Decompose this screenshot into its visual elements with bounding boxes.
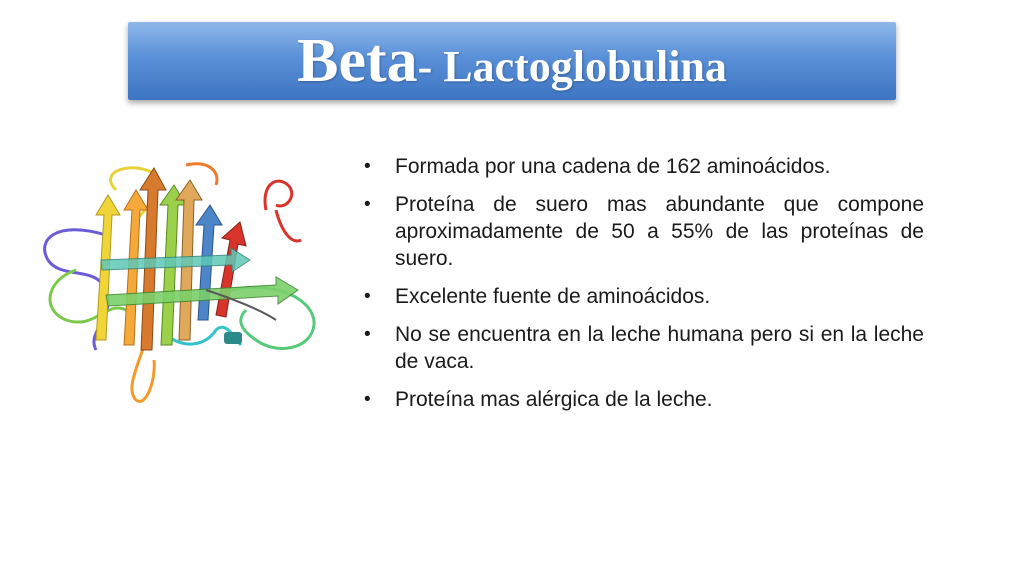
bullet-dot: • [364, 324, 371, 345]
title-main: Beta [297, 27, 418, 95]
protein-structure-image [36, 150, 326, 410]
list-item [362, 191, 924, 272]
bullet-dot: • [364, 156, 371, 177]
bullet-list [362, 153, 924, 424]
coil-red [265, 181, 301, 241]
list-item [362, 386, 924, 413]
title-rest: - Lactoglobulina [417, 42, 727, 91]
bullet-text: Proteína mas alérgica de la leche. [395, 388, 713, 411]
list-item [362, 321, 924, 375]
bullet-text: No se encuentra en la leche humana pero si en la leche de vaca. [395, 323, 924, 373]
title-bar [128, 22, 896, 100]
helix-teal [224, 332, 242, 344]
slide-title [297, 27, 727, 95]
bullet-dot: • [364, 389, 371, 410]
bullet-text: Formada por una cadena de 162 aminoácidos. [395, 155, 831, 178]
bullet-dot: • [364, 194, 371, 215]
list-item [362, 283, 924, 310]
bullet-text: Proteína de suero mas abundante que compone aproximadamente de 50 a 55% de las proteínas de suero. [395, 193, 924, 270]
bullet-text: Excelente fuente de aminoácidos. [395, 285, 711, 308]
list-item [362, 153, 924, 180]
bullet-dot: • [364, 286, 371, 307]
